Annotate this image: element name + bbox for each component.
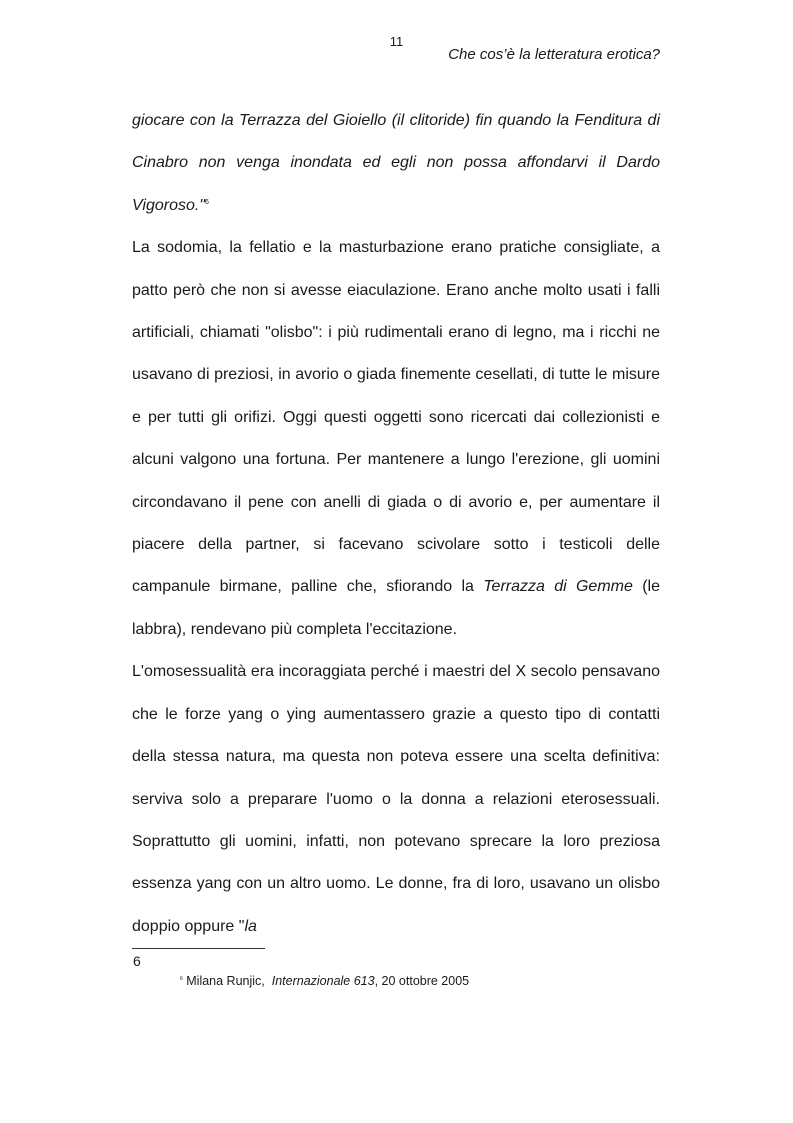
quote-text: giocare con la Terrazza del Gioiello (il clitoride) fin quando la Fenditura di Cinabro non venga inondata ed egli non possa affondarvi il Dardo Vigoroso." [132,112,660,214]
footnote-separator [132,948,265,949]
footnote-text [180,974,469,988]
footnote-date: , 20 ottobre 2005 [374,974,470,988]
page-number: 11 [389,34,404,49]
footnote-ref: 6 [204,198,209,206]
paragraph-omosessualita [132,651,660,948]
body-text [132,100,660,948]
footnote-number: 6 [133,953,141,969]
running-header: Che cos’è la letteratura erotica? [448,46,660,63]
footnote-author: Milana Runjic, [186,974,265,988]
footnote-publication: Internazionale 613 [271,974,375,988]
italic-term: Terrazza di Gemme [483,578,633,596]
italic-trailing-word: la [244,917,257,935]
paragraph-omosessualita-text: L'omosessualità era incoraggiata perché i maestri del X secolo pensavano che le forze yang o ying aumentassero grazie a questo tipo di contatti della stessa natura, ma questa non poteva essere una scelta definitiva: serviva solo a preparare l'uomo o la donna a relazioni eterosessuali. Soprattutto gli uomini, infatti, non potevano sprecare la loro preziosa essenza yang con un altro uomo. Le donne, fra di loro, usavano un olisbo doppio oppure " [132,663,660,935]
paragraph-sodomia-start: La sodomia, la fellatio e la masturbazione erano pratiche consigliate, a patto però che non si avesse eiaculazione. Erano anche molto usati i falli artificiali, chiamati "olisbo": i più rudimentali erano di legno, ma i ricchi ne usavano di preziosi, in avorio o giada finemente cesellati, di tutte le misure e per tutti gli orifizi. Oggi questi oggetti sono ricercati dai collezionisti e alcuni valgono una fortuna. Per mantenere a lungo l'erezione, gli uomini circondavano il pene con anelli di giada o di avorio e, per aumentare il piacere della partner, si facevano scivolare sotto i testicoli delle campanule birmane, palline che, sfiorando la [132,239,660,596]
quote-paragraph [132,100,660,227]
footnote-marker: 6 [180,976,183,982]
paragraph-sodomia-end: (le labbra), rendevano più completa l'eccitazione. [132,578,660,638]
paragraph-sodomia [132,227,660,651]
